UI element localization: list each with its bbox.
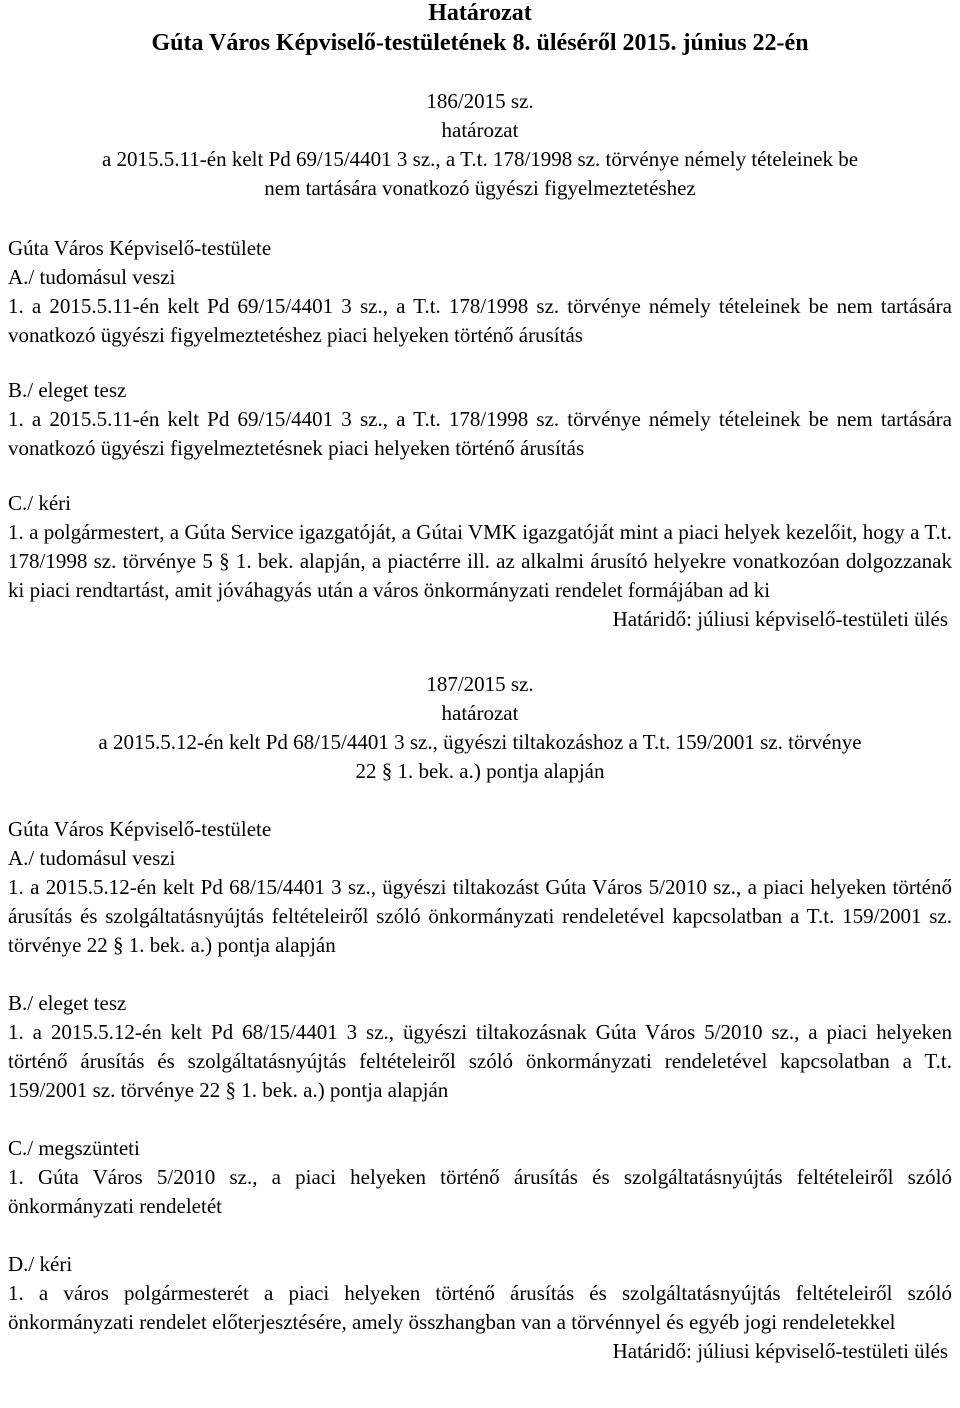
section-d-item: 1. a város polgármesterét a piaci helyeken történő árusítás és szolgáltatásnyújtás feltételeiről szóló önkormányzati rendelet előterjesztésére, amely összhangban van a törvénnyel és egyéb jogi rendeletekkel xyxy=(8,1281,952,1334)
council-name: Gúta Város Képviselő-testülete xyxy=(8,236,272,260)
section-b-heading: B./ eleget tesz xyxy=(8,378,127,402)
resolution-label: határozat xyxy=(441,701,519,725)
section-c-item: 1. Gúta Város 5/2010 sz., a piaci helyeken történő árusítás és szolgáltatásnyújtás feltételeiről szóló önkormányzati rendeletét xyxy=(8,1165,952,1218)
deadline: Határidő: júliusi képviselő-testületi ülés xyxy=(612,1339,948,1363)
section-a-heading: A./ tudomásul veszi xyxy=(8,265,176,289)
resolution-label: határozat xyxy=(441,118,519,142)
section-b-heading: B./ eleget tesz xyxy=(8,991,127,1015)
document-title: Határozat xyxy=(428,0,532,26)
deadline: Határidő: júliusi képviselő-testületi ülés xyxy=(612,607,948,631)
resolution-subject-line-2: nem tartására vonatkozó ügyészi figyelmeztetéshez xyxy=(264,176,696,200)
section-a-item: 1. a 2015.5.11-én kelt Pd 69/15/4401 3 sz., a T.t. 178/1998 sz. törvénye némely tételeinek be nem tartására vonatkozó ügyészi figyelmeztetéshez piaci helyeken történő árusítás xyxy=(8,294,952,347)
section-c-heading: C./ megszünteti xyxy=(8,1136,140,1160)
document-subtitle: Gúta Város Képviselő-testületének 8. üléséről 2015. június 22-én xyxy=(151,30,809,56)
section-b-item: 1. a 2015.5.11-én kelt Pd 69/15/4401 3 sz., a T.t. 178/1998 sz. törvénye némely tételeinek be nem tartására vonatkozó ügyészi figyelmeztetésnek piaci helyeken történő árusítás xyxy=(8,407,952,460)
section-d-heading: D./ kéri xyxy=(8,1252,73,1276)
resolution-subject-line-2: 22 § 1. bek. a.) pontja alapján xyxy=(355,759,605,783)
section-a-item: 1. a 2015.5.12-én kelt Pd 68/15/4401 3 sz., ügyészi tiltakozást Gúta Város 5/2010 sz., a piaci helyeken történő árusítás és szolgáltatásnyújtás feltételeiről szóló önkormányzati rendeletével kapcsolatban a T.t. 159/2001 sz. törvénye 22 § 1. bek. a.) pontja alapján xyxy=(8,875,952,957)
section-a-heading: A./ tudomásul veszi xyxy=(8,846,176,870)
resolution-subject-line-1: a 2015.5.12-én kelt Pd 68/15/4401 3 sz., ügyészi tiltakozáshoz a T.t. 159/2001 sz. törvénye xyxy=(98,730,862,754)
resolution-number: 187/2015 sz. xyxy=(426,672,534,696)
council-name: Gúta Város Képviselő-testülete xyxy=(8,817,272,841)
resolution-subject-line-1: a 2015.5.11-én kelt Pd 69/15/4401 3 sz., a T.t. 178/1998 sz. törvénye némely tételeinek be xyxy=(101,147,859,171)
resolution-number: 186/2015 sz. xyxy=(426,89,534,113)
section-c-item: 1. a polgármestert, a Gúta Service igazgatóját, a Gútai VMK igazgatóját mint a piaci helyek kezelőit, hogy a T.t. 178/1998 sz. törvénye 5 § 1. bek. alapján, a piactérre ill. az alkalmi árusító helyekre vonatkozóan dolgozzanak ki piaci rendtartást, amit jóváhagyás után a város önkormányzati rendelet formájában ad ki xyxy=(8,520,952,602)
section-c-heading: C./ kéri xyxy=(8,491,71,515)
section-b-item: 1. a 2015.5.12-én kelt Pd 68/15/4401 3 sz., ügyészi tiltakozásnak Gúta Város 5/2010 sz., a piaci helyeken történő árusítás és szolgáltatásnyújtás feltételeiről szóló önkormányzati rendeletével kapcsolatban a T.t. 159/2001 sz. törvénye 22 § 1. bek. a.) pontja alapján xyxy=(8,1020,952,1102)
